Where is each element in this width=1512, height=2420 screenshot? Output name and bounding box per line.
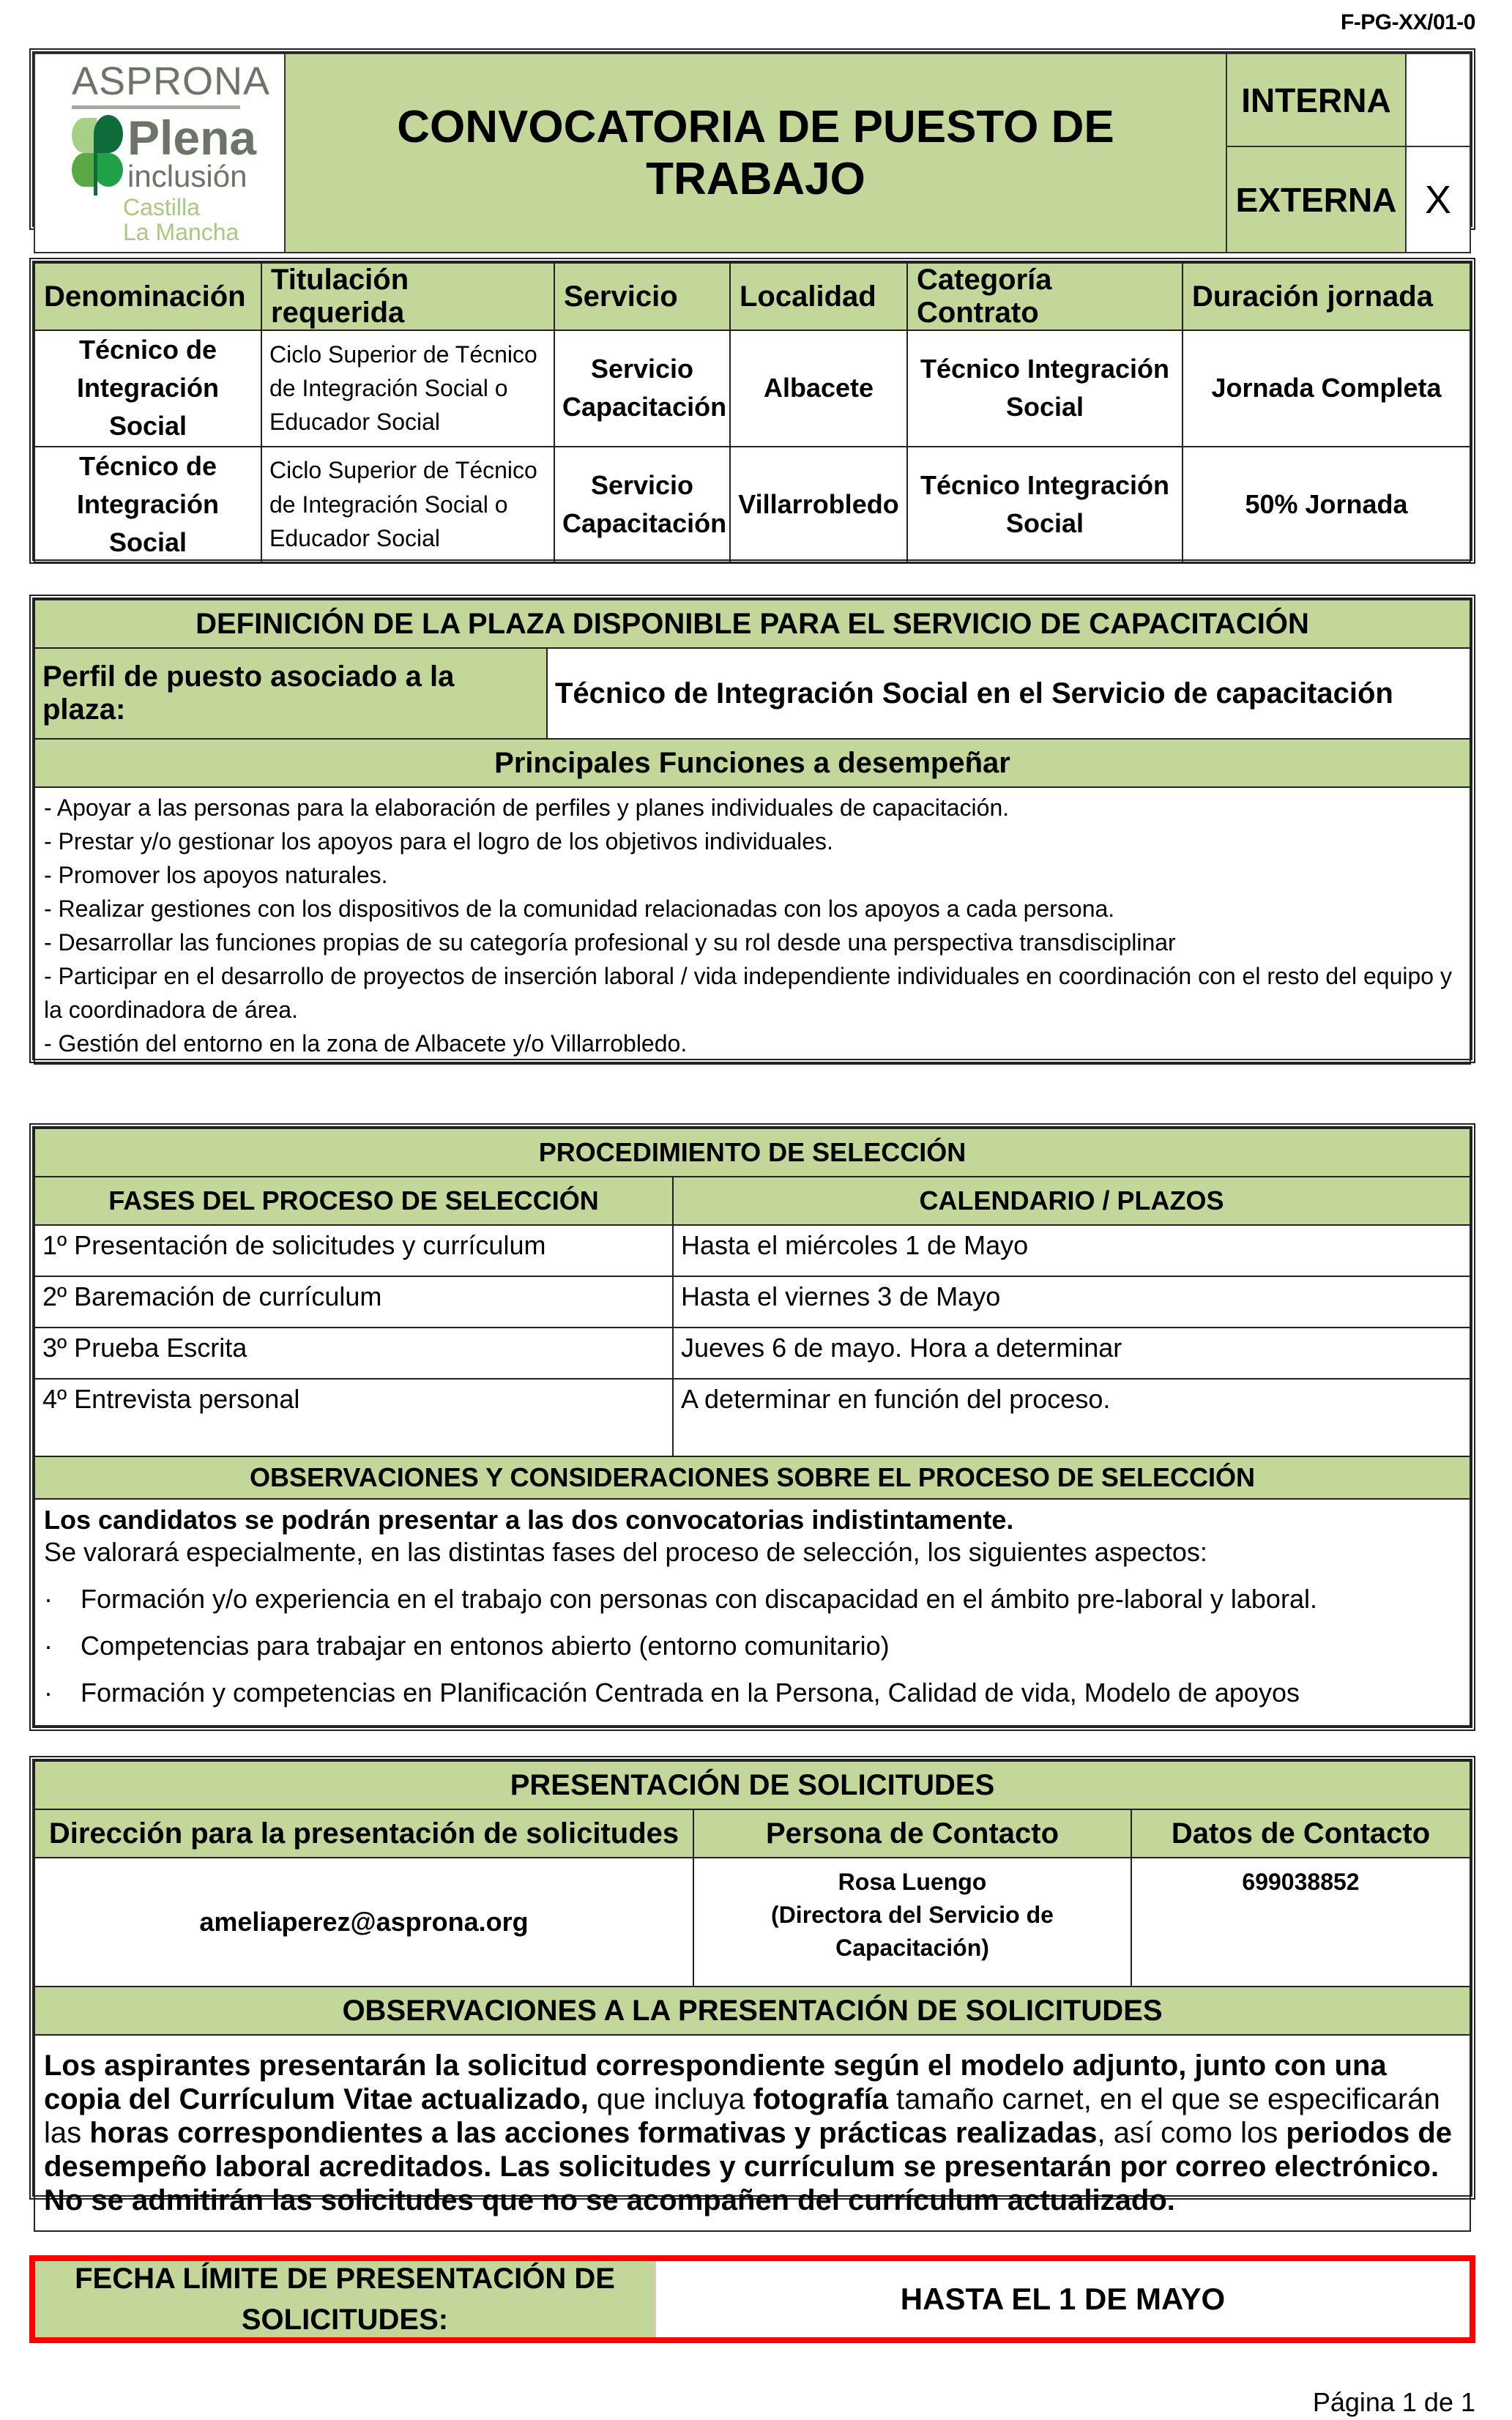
procedure-section [29,1123,1475,1731]
date-cell: Hasta el viernes 3 de Mayo [673,1276,1470,1328]
list-item: - Participar en el desarrollo de proyectos de inserción laboral / vida independiente individuales en coordinación con el resto del equipo y la coordinadora de área. [44,963,1452,1023]
logo-inclusion-text: inclusión [127,158,247,193]
functions-title: Principales Funciones a desempeñar [34,739,1470,787]
column-header-address: Dirección para la presentación de solicitudes [34,1809,693,1858]
list-item: - Apoyar a las personas para la elaboración de perfiles y planes individuales de capacitación. [44,794,1010,821]
cell-localidad: Villarrobledo [730,447,907,563]
contact-name: Rosa Luengo [838,1869,987,1895]
logo-divider [72,105,240,109]
deadline-label: FECHA LÍMITE DE PRESENTACIÓN DE SOLICITUDES: [35,2261,656,2337]
cell-servicio: Servicio Capacitación [554,330,730,447]
observations-body [34,1499,1470,1726]
table-row [34,447,1470,563]
email-link[interactable]: ameliaperez@asprona.org [34,1858,693,1987]
deadline-box [29,2255,1475,2343]
column-header-titulacion: Titulación requerida [261,263,554,330]
cell-titulacion: Ciclo Superior de Técnico de Integración Social o Educador Social [261,447,554,563]
bullet-icon: · [44,1631,53,1661]
profile-label: Perfil de puesto asociado a la plaza: [34,648,547,739]
list-item: · Formación y competencias en Planificación Centrada en la Persona, Calidad de vida, Modelo de apoyos [44,1678,1300,1708]
cell-titulacion: Ciclo Superior de Técnico de Integración Social o Educador Social [261,330,554,447]
form-code: F-PG-XX/01-0 [1340,10,1475,34]
cell-servicio: Servicio Capacitación [554,447,730,563]
logo-asprona-text: ASPRONA [72,59,271,103]
column-header-data: Datos de Contacto [1131,1809,1470,1858]
column-header-localidad: Localidad [730,263,907,330]
date-cell: Jueves 6 de mayo. Hora a determinar [673,1328,1470,1379]
bullet-icon: · [44,1584,53,1614]
bullet-icon: · [44,1678,53,1708]
list-item: - Desarrollar las funciones propias de su categoría profesional y su rol desde una perspectiva transdisciplinar [44,929,1176,956]
logo-plena-text: Plena [127,111,257,165]
presentation-section [29,1756,1475,2216]
functions-list [34,787,1470,1064]
contact-role: (Directora del Servicio de Capacitación) [771,1901,1054,1961]
interna-checkbox[interactable] [1406,53,1470,146]
observations-intro: Se valorará especialmente, en las distintas fases del proceso de selección, los siguientes aspectos: [44,1537,1207,1567]
page-number: Página 1 de 1 [1312,2387,1475,2417]
document-header [29,48,1475,245]
externa-checkbox[interactable]: X [1406,146,1470,253]
column-header-servicio: Servicio [554,263,730,330]
column-header-denominacion: Denominación [34,263,261,330]
list-item: · Competencias para trabajar en entonos abierto (entorno comunitario) [44,1631,890,1661]
definition-section [29,595,1475,1063]
column-header-calendar: CALENDARIO / PLAZOS [673,1177,1470,1225]
cell-denominacion: Técnico de Integración Social [34,330,261,447]
table-row [34,1225,1470,1276]
interna-label: INTERNA [1226,53,1406,146]
procedure-title: PROCEDIMIENTO DE SELECCIÓN [34,1128,1470,1177]
date-cell: Hasta el miércoles 1 de Mayo [673,1225,1470,1276]
phase-cell: 1º Presentación de solicitudes y currículum [34,1225,673,1276]
observations-title: OBSERVACIONES Y CONSIDERACIONES SOBRE EL PROCESO DE SELECCIÓN [34,1456,1470,1499]
presentation-title: PRESENTACIÓN DE SOLICITUDES [34,1761,1470,1809]
list-item: - Realizar gestiones con los dispositivos de la comunidad relacionadas con los apoyos a cada persona. [44,896,1115,922]
clover-icon [72,115,123,196]
list-item: · Formación y/o experiencia en el trabajo con personas con discapacidad en el ámbito pre-laboral y laboral. [44,1584,1317,1614]
logo [34,53,285,253]
phase-cell: 4º Entrevista personal [34,1379,673,1456]
column-header-person: Persona de Contacto [693,1809,1131,1858]
job-details-table [29,258,1475,564]
column-header-phases: FASES DEL PROCESO DE SELECCIÓN [34,1177,673,1225]
table-row [34,1379,1470,1456]
cell-denominacion: Técnico de Integración Social [34,447,261,563]
table-row [34,1276,1470,1328]
presentation-observations-body: Los aspirantes presentarán la solicitud correspondiente según el modelo adjunto, junto con una copia del Currículum Vitae actualizado, que incluya fotografía tamaño carnet, en el que se especificarán las horas correspondientes a las acciones formativas y prácticas realizadas, así como los periodos de desempeño laboral acreditados. Las solicitudes y currículum se presentarán por correo electrónico. No se admitirán las solicitudes que no se acompañen del currículum actualizado. [34,2035,1470,2231]
externa-label: EXTERNA [1226,146,1406,253]
list-item: - Gestión del entorno en la zona de Albacete y/o Villarrobledo. [44,1030,688,1057]
column-header-duracion: Duración jornada [1183,263,1470,330]
cell-duracion: 50% Jornada [1183,447,1470,563]
definition-title: DEFINICIÓN DE LA PLAZA DISPONIBLE PARA EL SERVICIO DE CAPACITACIÓN [34,600,1470,648]
contact-person [693,1858,1131,1987]
table-header-row [34,263,1470,330]
cell-duracion: Jornada Completa [1183,330,1470,447]
page-title: CONVOCATORIA DE PUESTO DE TRABAJO [285,53,1226,253]
phase-cell: 3º Prueba Escrita [34,1328,673,1379]
cell-categoria: Técnico Integración Social [907,330,1183,447]
profile-value: Técnico de Integración Social en el Servicio de capacitación [547,648,1470,739]
cell-localidad: Albacete [730,330,907,447]
cell-categoria: Técnico Integración Social [907,447,1183,563]
logo-region-line1: Castilla [123,194,200,220]
list-item: - Promover los apoyos naturales. [44,862,388,888]
column-header-categoria: Categoría Contrato [907,263,1183,330]
date-cell: A determinar en función del proceso. [673,1379,1470,1456]
presentation-observations-title: OBSERVACIONES A LA PRESENTACIÓN DE SOLICITUDES [34,1987,1470,2035]
table-row [34,330,1470,447]
contact-phone: 699038852 [1131,1858,1470,1987]
phase-cell: 2º Baremación de currículum [34,1276,673,1328]
deadline-value: HASTA EL 1 DE MAYO [656,2261,1470,2337]
observations-note: Los candidatos se podrán presentar a las dos convocatorias indistintamente. [44,1505,1014,1535]
list-item: - Prestar y/o gestionar los apoyos para el logro de los objetivos individuales. [44,828,833,855]
logo-region-line2: La Mancha [123,218,239,245]
table-row [34,1328,1470,1379]
